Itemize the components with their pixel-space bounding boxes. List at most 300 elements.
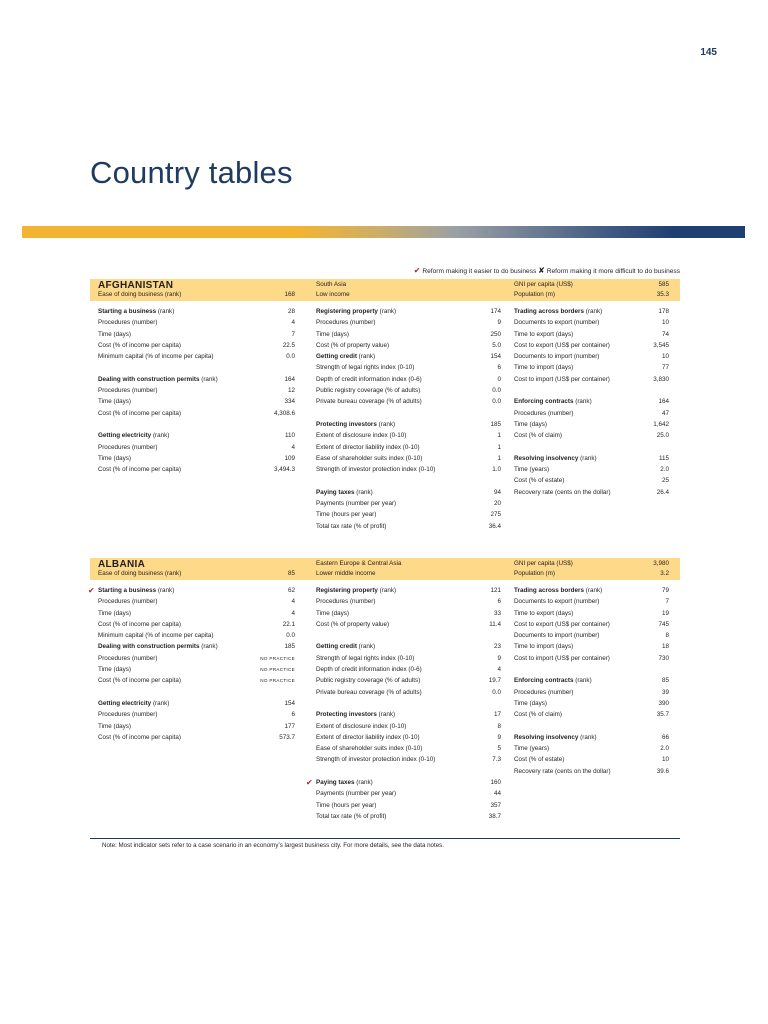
indicator-label: Minimum capital (% of income per capita) — [98, 353, 214, 361]
indicator-value: 4,308.6 — [273, 409, 295, 417]
indicator-label: Cost to export (US$ per container) — [514, 341, 610, 349]
indicator-label: Time (days) — [98, 722, 132, 730]
indicator-heading-unit: (rank) — [578, 454, 597, 462]
indicator-value: 174 — [490, 308, 501, 315]
indicator-value: 9 — [497, 319, 501, 327]
indicator-value: 6 — [291, 711, 295, 719]
population-value: 3.2 — [660, 570, 669, 577]
indicator-value: 334 — [284, 398, 295, 406]
indicator-heading-unit: (rank) — [584, 587, 603, 594]
indicator-label: Strength of investor protection index (0-10) — [316, 756, 436, 764]
indicator-row — [316, 442, 501, 453]
indicator-label: Extent of director liability index (0-10) — [316, 733, 420, 741]
indicator-heading-unit: (rank) — [151, 699, 170, 707]
indicator-row — [98, 709, 295, 720]
indicator-heading — [316, 306, 396, 317]
indicator-value: 22.1 — [282, 620, 295, 628]
country-table-afghanistan — [90, 279, 680, 530]
indicator-row — [514, 317, 669, 328]
indicator-label: Cost to import (US$ per container) — [514, 654, 610, 662]
indicator-value: 177 — [284, 722, 295, 730]
indicator-value: NO PRACTICE — [260, 655, 295, 661]
indicator-heading — [514, 732, 597, 743]
indicator-row — [316, 340, 501, 351]
indicator-row — [316, 498, 501, 509]
indicator-value: 7 — [291, 330, 295, 338]
indicator-heading-row — [316, 419, 501, 430]
indicator-label: Total tax rate (% of profit) — [316, 812, 387, 820]
indicator-value: 3,545 — [653, 341, 669, 349]
indicator-column — [514, 306, 669, 498]
indicator-value: 7.3 — [492, 756, 501, 764]
indicator-value: 19 — [661, 609, 669, 617]
indicator-row — [514, 653, 669, 664]
indicator-label: Minimum capital (% of income per capita) — [98, 632, 214, 640]
indicator-heading-name: Registering property — [316, 587, 378, 594]
population-label: Population (m) — [514, 291, 555, 298]
reform-easier-label: Reform making it easier to do business — [422, 268, 537, 275]
indicator-value: 7 — [665, 598, 669, 606]
indicator-heading-name: Resolving insolvency — [514, 454, 579, 462]
indicator-value: 0.0 — [492, 387, 501, 395]
indicator-label: Cost (% of income per capita) — [98, 466, 181, 474]
indicator-value: 18 — [661, 643, 669, 651]
indicator-row — [514, 619, 669, 630]
indicator-label: Documents to export (number) — [514, 319, 600, 327]
row-spacer — [514, 385, 669, 396]
indicator-column — [514, 585, 669, 777]
indicator-row — [98, 596, 295, 607]
indicator-heading-unit: (rank) — [573, 677, 592, 685]
indicator-row — [514, 351, 669, 362]
country-header — [90, 558, 680, 580]
indicator-row — [98, 721, 295, 732]
indicator-heading-unit: (rank) — [573, 398, 592, 406]
indicator-row — [316, 743, 501, 754]
indicator-row — [514, 641, 669, 652]
reform-easier-icon: ✔ — [413, 266, 421, 275]
indicator-heading-row — [88, 585, 295, 596]
indicator-heading-unit: (rank) — [377, 587, 397, 594]
indicator-row — [98, 453, 295, 464]
indicator-row — [98, 442, 295, 453]
indicator-value: 4 — [291, 598, 295, 606]
indicator-row — [316, 596, 501, 607]
indicator-row — [514, 419, 669, 430]
indicator-label: Time (years) — [514, 466, 550, 474]
indicator-row — [98, 408, 295, 419]
indicator-heading-row — [98, 698, 295, 709]
indicator-value: 730 — [658, 654, 669, 662]
indicator-row — [98, 329, 295, 340]
indicator-value: 154 — [284, 699, 295, 707]
indicator-heading-unit: (rank) — [376, 711, 396, 719]
indicator-heading-row — [316, 641, 501, 652]
indicator-value: NO PRACTICE — [260, 678, 295, 684]
indicator-label: Cost (% of property value) — [316, 620, 390, 628]
indicator-value: 1 — [497, 443, 501, 451]
population-label: Population (m) — [514, 570, 555, 577]
indicator-row — [98, 351, 295, 362]
country-header — [90, 279, 680, 301]
indicator-heading-row — [98, 430, 295, 441]
population-value: 35.3 — [656, 291, 669, 298]
indicator-value: 74 — [661, 330, 669, 338]
indicator-label: Cost (% of income per capita) — [98, 341, 181, 349]
indicator-label: Cost (% of income per capita) — [98, 620, 181, 628]
indicator-heading-unit: (rank) — [354, 488, 373, 496]
row-spacer — [316, 630, 501, 641]
indicator-row — [316, 732, 501, 743]
indicator-label: Documents to export (number) — [514, 598, 600, 606]
indicator-value: 39 — [661, 688, 669, 696]
indicator-value: 22.5 — [282, 341, 295, 349]
row-spacer — [316, 698, 501, 709]
note-divider — [90, 838, 680, 839]
indicator-value: 38.7 — [488, 812, 501, 820]
indicator-heading — [98, 641, 218, 652]
indicator-row — [316, 374, 501, 385]
indicator-heading-name: Paying taxes — [316, 779, 355, 787]
indicator-value: 2.0 — [660, 745, 669, 753]
indicator-row — [316, 430, 501, 441]
row-spacer — [316, 766, 501, 777]
indicator-row — [514, 754, 669, 765]
indicator-label: Procedures (number) — [98, 443, 158, 451]
indicator-label: Documents to import (number) — [514, 632, 600, 640]
indicator-value: 109 — [284, 454, 295, 462]
row-spacer — [98, 687, 295, 698]
indicator-row — [98, 732, 295, 743]
indicator-heading-unit: (rank) — [578, 733, 597, 741]
indicator-label: Time (days) — [316, 330, 350, 338]
row-spacer — [514, 664, 669, 675]
gni-value: 3,980 — [653, 560, 669, 567]
income-group: Lower middle income — [316, 570, 376, 577]
indicator-heading-row — [514, 306, 669, 317]
indicator-heading-name: Dealing with construction permits — [98, 375, 200, 383]
indicator-heading-unit: (rank) — [356, 643, 376, 651]
indicator-value: 4 — [291, 443, 295, 451]
income-group: Low income — [316, 291, 350, 298]
indicator-heading — [316, 777, 373, 788]
indicator-label: Procedures (number) — [98, 319, 158, 327]
indicator-value: 33 — [493, 609, 501, 617]
indicator-label: Cost (% of estate) — [514, 756, 565, 764]
reform-check-icon: ✔ — [306, 778, 313, 788]
indicator-label: Time (days) — [98, 666, 132, 674]
indicator-heading — [98, 374, 218, 385]
indicator-value: 185 — [490, 420, 501, 428]
indicator-label: Cost to export (US$ per container) — [514, 620, 610, 628]
indicator-value: 9 — [497, 733, 501, 741]
indicator-column — [306, 585, 501, 822]
indicator-heading-name: Getting electricity — [98, 699, 152, 707]
indicator-label: Recovery rate (cents on the dollar) — [514, 488, 611, 496]
indicator-row — [514, 698, 669, 709]
indicator-row — [514, 362, 669, 373]
indicator-heading-name: Getting credit — [316, 353, 357, 361]
indicator-label: Private bureau coverage (% of adults) — [316, 688, 422, 696]
indicator-heading-unit: (rank) — [156, 587, 175, 594]
indicator-value: 2.0 — [660, 466, 669, 474]
indicator-column — [98, 306, 295, 475]
indicator-heading — [514, 585, 602, 596]
indicator-value: 1.0 — [492, 466, 501, 474]
indicator-label: Depth of credit information index (0-6) — [316, 666, 422, 674]
indicator-value: 4 — [291, 609, 295, 617]
indicator-label: Depth of credit information index (0-6) — [316, 375, 422, 383]
indicator-heading-name: Getting credit — [316, 643, 357, 651]
indicator-value: 0.0 — [286, 353, 295, 361]
indicator-heading-row — [514, 396, 669, 407]
indicator-label: Time to import (days) — [514, 643, 574, 651]
footnote: Note: Most indicator sets refer to a case scenario in an economy’s largest business city. For more details, see the data notes. — [102, 842, 444, 849]
indicator-heading-name: Protecting investors — [316, 711, 377, 719]
indicator-heading-name: Getting electricity — [98, 432, 152, 440]
indicator-heading-name: Paying taxes — [316, 488, 355, 496]
indicator-row — [514, 687, 669, 698]
indicator-value: 0 — [497, 375, 501, 383]
country-table-albania — [88, 558, 680, 820]
indicator-value: 3,494.3 — [273, 466, 295, 474]
row-spacer — [316, 475, 501, 486]
indicator-value: 19.7 — [488, 677, 501, 685]
indicator-label: Strength of investor protection index (0-10) — [316, 466, 436, 474]
indicator-label: Public registry coverage (% of adults) — [316, 677, 421, 685]
indicator-row — [514, 329, 669, 340]
indicator-label: Procedures (number) — [316, 319, 376, 327]
indicator-value: 154 — [490, 353, 501, 361]
indicator-label: Extent of director liability index (0-10) — [316, 443, 420, 451]
indicator-heading-unit: (rank) — [356, 353, 376, 361]
indicator-value: 6 — [497, 598, 501, 606]
indicator-row — [514, 766, 669, 777]
indicator-label: Recovery rate (cents on the dollar) — [514, 767, 611, 775]
indicator-row — [98, 464, 295, 475]
indicator-row — [316, 653, 501, 664]
indicator-value: 9 — [497, 654, 501, 662]
indicator-label: Total tax rate (% of profit) — [316, 522, 387, 530]
indicator-value: 1 — [497, 454, 501, 462]
indicator-label: Ease of shareholder suits index (0-10) — [316, 454, 423, 462]
indicator-value: 25 — [661, 477, 669, 485]
indicator-value: 110 — [284, 432, 295, 440]
indicator-label: Strength of legal rights index (0-10) — [316, 364, 415, 372]
indicator-value: 12 — [287, 387, 295, 395]
row-spacer — [316, 408, 501, 419]
indicator-label: Procedures (number) — [316, 598, 376, 606]
indicator-value: 5 — [497, 745, 501, 753]
indicator-row — [98, 340, 295, 351]
indicator-heading-row — [98, 374, 295, 385]
indicator-value: 23 — [493, 643, 501, 651]
indicator-value: 164 — [658, 398, 669, 406]
indicator-row — [98, 653, 295, 664]
indicator-row — [514, 340, 669, 351]
indicator-row — [316, 453, 501, 464]
indicator-row — [316, 608, 501, 619]
indicator-heading — [514, 675, 592, 686]
reform-check-icon: ✔ — [88, 586, 95, 595]
indicator-row — [316, 521, 501, 532]
indicator-heading-name: Resolving insolvency — [514, 733, 579, 741]
indicator-label: Procedures (number) — [98, 387, 158, 395]
indicator-label: Cost (% of claim) — [514, 432, 562, 440]
indicator-label: Cost (% of property value) — [316, 341, 390, 349]
indicator-value: 20 — [493, 500, 501, 508]
gni-label: GNI per capita (US$) — [514, 560, 573, 567]
row-spacer — [98, 362, 295, 373]
indicator-label: Time (days) — [98, 609, 132, 617]
indicator-heading-name: Starting a business — [98, 308, 157, 315]
indicator-label: Time (hours per year) — [316, 511, 377, 519]
indicator-value: 745 — [658, 620, 669, 628]
indicator-heading-row — [514, 453, 669, 464]
ease-value: 168 — [284, 291, 295, 298]
indicator-label: Time (hours per year) — [316, 801, 377, 809]
indicator-value: 62 — [287, 587, 295, 594]
indicator-heading — [316, 351, 375, 362]
indicator-row — [514, 709, 669, 720]
indicator-row — [316, 811, 501, 822]
indicator-heading-name: Trading across borders — [514, 587, 584, 594]
color-band — [22, 226, 745, 238]
ease-label: Ease of doing business (rank) — [98, 570, 182, 577]
indicator-value: 573.7 — [279, 733, 295, 741]
indicator-value: 115 — [658, 454, 669, 462]
indicator-row — [316, 687, 501, 698]
indicator-row — [98, 317, 295, 328]
indicator-heading-row — [316, 306, 501, 317]
indicator-row — [316, 721, 501, 732]
gni-value: 585 — [658, 281, 669, 288]
indicator-value: 4 — [291, 319, 295, 327]
indicator-value: 0.0 — [492, 688, 501, 696]
indicator-heading-unit: (rank) — [151, 432, 170, 440]
indicator-label: Extent of disclosure index (0-10) — [316, 432, 407, 440]
indicator-heading-name: Dealing with construction permits — [98, 643, 200, 651]
indicator-label: Documents to import (number) — [514, 353, 600, 361]
indicator-heading — [316, 487, 373, 498]
indicator-row — [514, 487, 669, 498]
indicator-heading — [316, 641, 375, 652]
indicator-heading-row — [98, 306, 295, 317]
indicator-row — [98, 608, 295, 619]
indicator-row — [514, 475, 669, 486]
indicator-value: 6 — [497, 364, 501, 372]
indicator-label: Procedures (number) — [98, 598, 158, 606]
indicator-label: Ease of shareholder suits index (0-10) — [316, 745, 423, 753]
indicator-row — [316, 329, 501, 340]
indicator-value: 94 — [493, 488, 501, 496]
indicator-heading-row — [316, 585, 501, 596]
indicator-row — [514, 430, 669, 441]
indicator-label: Time (days) — [316, 609, 350, 617]
indicator-value: 11.4 — [489, 620, 501, 628]
indicator-value: 44 — [493, 790, 501, 798]
indicator-row — [316, 800, 501, 811]
indicator-value: 10 — [661, 353, 669, 361]
indicator-row — [514, 464, 669, 475]
gni-label: GNI per capita (US$) — [514, 281, 573, 288]
indicator-value: 3,830 — [653, 375, 669, 383]
region: South Asia — [316, 281, 347, 288]
indicator-heading-unit: (rank) — [156, 308, 175, 315]
indicator-label: Time (days) — [98, 398, 132, 406]
indicator-label: Private bureau coverage (% of adults) — [316, 398, 422, 406]
indicator-row — [514, 608, 669, 619]
indicator-row — [316, 509, 501, 520]
indicator-heading — [514, 396, 592, 407]
indicator-row — [316, 675, 501, 686]
indicator-label: Procedures (number) — [514, 688, 574, 696]
indicator-heading-name: Enforcing contracts — [514, 398, 574, 406]
indicator-label: Extent of disclosure index (0-10) — [316, 722, 407, 730]
ease-value: 85 — [287, 570, 295, 577]
indicator-heading-name: Trading across borders — [514, 308, 584, 315]
indicator-heading-row — [316, 709, 501, 720]
indicator-value: 1,642 — [653, 420, 669, 428]
indicator-label: Cost to import (US$ per container) — [514, 375, 610, 383]
country-name: ALBANIA — [98, 559, 146, 570]
indicator-value: 8 — [497, 722, 501, 730]
indicator-row — [316, 362, 501, 373]
indicator-row — [514, 743, 669, 754]
indicator-label: Procedures (number) — [98, 711, 158, 719]
indicator-heading — [98, 698, 169, 709]
row-spacer — [514, 442, 669, 453]
reform-harder-icon: ✘ — [538, 266, 545, 275]
indicator-value: 28 — [287, 308, 295, 315]
indicator-heading-row — [98, 641, 295, 652]
indicator-heading — [514, 453, 597, 464]
indicator-label: Payments (number per year) — [316, 790, 397, 798]
indicator-value: 10 — [661, 319, 669, 327]
indicator-heading-unit: (rank) — [354, 779, 373, 787]
indicator-value: 178 — [658, 308, 669, 315]
reform-legend — [414, 266, 680, 275]
indicator-row — [514, 596, 669, 607]
indicator-value: 164 — [284, 375, 295, 383]
row-spacer — [514, 721, 669, 732]
indicator-value: 66 — [661, 733, 669, 741]
indicator-value: 36.4 — [488, 522, 501, 530]
indicator-value: 35.7 — [656, 711, 669, 719]
indicator-value: 17 — [493, 711, 501, 719]
indicator-row — [316, 317, 501, 328]
indicator-row — [316, 396, 501, 407]
indicator-label: Cost (% of income per capita) — [98, 677, 181, 685]
indicator-row — [514, 408, 669, 419]
indicator-heading-row — [306, 777, 501, 788]
indicator-heading-unit: (rank) — [584, 308, 603, 315]
indicator-heading-name: Starting a business — [98, 587, 157, 594]
indicator-value: 5.0 — [492, 341, 501, 349]
indicator-label: Time to export (days) — [514, 609, 574, 617]
indicator-column — [88, 585, 295, 743]
indicator-heading-name: Protecting investors — [316, 420, 377, 428]
indicator-row — [316, 385, 501, 396]
indicator-row — [316, 664, 501, 675]
indicator-row — [514, 374, 669, 385]
indicator-value: 85 — [661, 677, 669, 685]
indicator-label: Time (days) — [514, 420, 548, 428]
indicator-row — [98, 664, 295, 675]
indicator-row — [98, 619, 295, 630]
indicator-value: 77 — [661, 364, 669, 372]
indicator-heading-unit: (rank) — [377, 308, 397, 315]
